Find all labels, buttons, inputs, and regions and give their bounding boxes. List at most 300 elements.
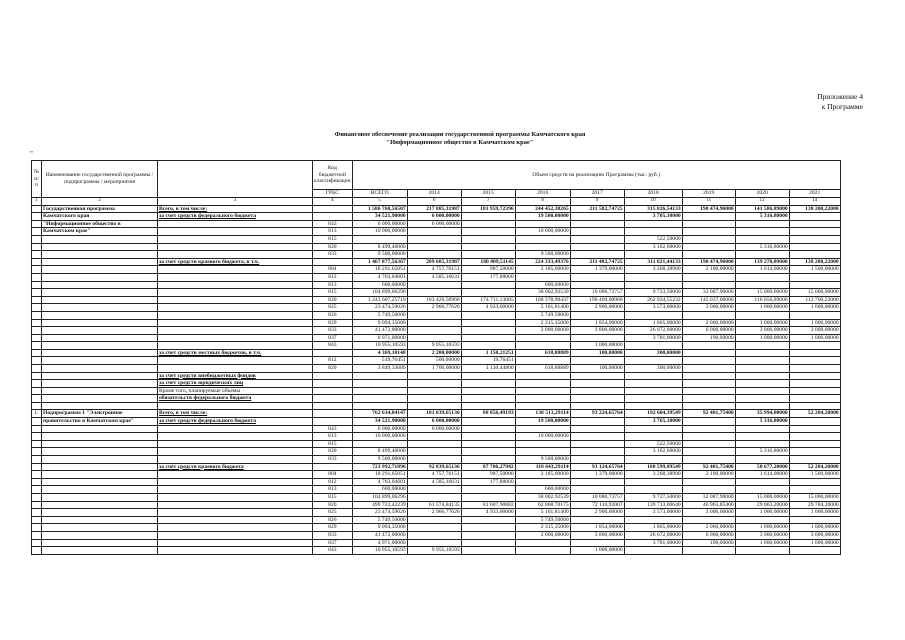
cell-value — [735, 281, 789, 289]
row-number — [32, 319, 42, 327]
row-number — [32, 433, 42, 441]
cell-value — [735, 349, 789, 357]
cell-value — [407, 289, 461, 297]
cell-value — [682, 455, 735, 463]
cell-value — [352, 380, 407, 388]
row-source — [158, 509, 313, 517]
row-source — [158, 281, 313, 289]
cell-value: 3 182,60000 — [624, 448, 682, 456]
row-number — [32, 471, 42, 479]
row-source — [158, 273, 313, 281]
cell-value — [407, 281, 461, 289]
column-index: 2 — [42, 198, 158, 206]
cell-value: 38 002,92539 — [515, 493, 570, 501]
row-number — [32, 531, 42, 539]
cell-value: 6 000,00000 — [407, 425, 461, 433]
cell-value: 6 000,00000 — [682, 327, 735, 335]
row-number — [32, 357, 42, 365]
cell-value — [624, 251, 682, 259]
cell-value: 93 124,65764 — [570, 463, 624, 471]
cell-value: 3 781,00000 — [624, 334, 682, 342]
cell-value — [570, 516, 624, 524]
cell-value — [735, 486, 789, 494]
cell-value — [682, 403, 735, 410]
row-grbs: 833 — [313, 455, 353, 463]
row-source — [158, 296, 313, 304]
cell-value — [570, 220, 624, 228]
cell-value: 4 757,76151 — [407, 266, 461, 274]
cell-value — [682, 425, 735, 433]
cell-value — [515, 478, 570, 486]
cell-value — [407, 531, 461, 539]
cell-value — [789, 547, 840, 555]
cell-value: 4 971,00000 — [352, 539, 407, 547]
row-number — [32, 334, 42, 342]
cell-value: 5 101,81400 — [515, 509, 570, 517]
row-number — [32, 220, 42, 228]
row-grbs: 813 — [313, 433, 353, 441]
cell-value: 61 574,84135 — [407, 501, 461, 509]
cell-value: 168 378,90437 — [515, 296, 570, 304]
cell-value — [682, 349, 735, 357]
cell-value: 1 000,00000 — [735, 334, 789, 342]
row-grbs: 812 — [313, 478, 353, 486]
table-row — [32, 418, 841, 426]
table-row — [32, 273, 841, 281]
column-index: 7 — [461, 198, 515, 206]
row-source — [158, 516, 313, 524]
header-grbs: ГРБС — [313, 190, 353, 198]
row-source — [158, 304, 313, 312]
cell-value — [682, 547, 735, 555]
row-name: Камчатском крае" — [42, 228, 158, 236]
cell-value — [515, 342, 570, 350]
row-number — [32, 228, 42, 236]
cell-value — [515, 380, 570, 388]
cell-value: 618,88889 — [515, 349, 570, 357]
row-source — [158, 425, 313, 433]
row-source: за счет средств краевого бюджета — [158, 463, 313, 471]
cell-value: 138 200,22000 — [789, 258, 840, 266]
cell-value — [407, 455, 461, 463]
row-grbs — [313, 387, 353, 395]
cell-value: 2 060,00000 — [682, 319, 735, 327]
table-body — [32, 205, 841, 554]
row-name — [42, 440, 158, 448]
table-row — [32, 357, 841, 365]
cell-value: 1 700,00000 — [407, 365, 461, 373]
cell-value — [461, 342, 515, 350]
cell-value — [407, 243, 461, 251]
row-number — [32, 342, 42, 350]
cell-value — [570, 455, 624, 463]
row-source — [158, 493, 313, 501]
row-number — [32, 349, 42, 357]
row-name — [42, 243, 158, 251]
row-source — [158, 289, 313, 297]
cell-value — [789, 516, 840, 524]
row-number — [32, 448, 42, 456]
cell-value: 34 521,90000 — [352, 418, 407, 426]
cell-value — [515, 448, 570, 456]
cell-value: 1 000,00000 — [789, 304, 840, 312]
cell-value: 1 150,21251 — [461, 349, 515, 357]
row-name — [42, 251, 158, 259]
row-source: за счет средств юридических лиц — [158, 380, 313, 388]
cell-value — [789, 357, 840, 365]
row-name — [42, 289, 158, 297]
cell-value: 519,76451 — [352, 357, 407, 365]
column-index: 5 — [352, 198, 407, 206]
cell-value: 8 499,40000 — [352, 448, 407, 456]
row-source — [158, 319, 313, 327]
cell-value — [789, 448, 840, 456]
cell-value — [461, 387, 515, 395]
appendix-note — [817, 92, 863, 112]
cell-value: 3 781,00000 — [624, 539, 682, 547]
row-source — [158, 342, 313, 350]
row-name — [42, 539, 158, 547]
row-source: за счет средств местных бюджетов, в т.ч. — [158, 349, 313, 357]
cell-value — [789, 281, 840, 289]
cell-value: 3 000,00000 — [789, 327, 840, 335]
header-year: 2014 — [407, 190, 461, 198]
row-grbs: 843 — [313, 547, 353, 555]
cell-value: 100,00000 — [570, 349, 624, 357]
cell-value: 3 800,00000 — [570, 531, 624, 539]
cell-value — [407, 387, 461, 395]
cell-value: 522,50000 — [624, 440, 682, 448]
row-name — [42, 486, 158, 494]
cell-value — [624, 357, 682, 365]
cell-value: 9 094,35000 — [352, 524, 407, 532]
cell-value — [789, 342, 840, 350]
cell-value — [407, 433, 461, 441]
row-grbs — [313, 258, 353, 266]
cell-value — [682, 478, 735, 486]
cell-value: 1 854,00000 — [570, 524, 624, 532]
table-row — [32, 289, 841, 297]
row-name — [42, 547, 158, 555]
cell-value — [352, 387, 407, 395]
table-row — [32, 516, 841, 524]
cell-value — [682, 433, 735, 441]
cell-value: 5 749,50000 — [515, 311, 570, 319]
cell-value: 81 607,90882 — [461, 501, 515, 509]
cell-value — [624, 403, 682, 410]
cell-value — [461, 418, 515, 426]
cell-value: 4 369,10140 — [352, 349, 407, 357]
cell-value: 92 401,75400 — [682, 410, 735, 418]
cell-value — [515, 334, 570, 342]
cell-value — [570, 235, 624, 243]
cell-value: 15 000,00000 — [735, 493, 789, 501]
cell-value — [682, 311, 735, 319]
cell-value: 190 469,00968 — [570, 296, 624, 304]
table-row — [32, 342, 841, 350]
cell-value: 41 472,00000 — [352, 327, 407, 335]
cell-value: 9 955,10593 — [407, 342, 461, 350]
cell-value: 3 573,00000 — [624, 304, 682, 312]
cell-value — [352, 395, 407, 403]
cell-value: 3 000,00000 — [735, 531, 789, 539]
cell-value — [624, 433, 682, 441]
table-row — [32, 410, 841, 418]
header-source — [158, 161, 313, 198]
cell-value: 2 100,00000 — [682, 266, 735, 274]
row-name — [42, 471, 158, 479]
row-grbs: 833 — [313, 251, 353, 259]
table-row — [32, 213, 841, 221]
row-source — [158, 251, 313, 259]
row-number — [32, 243, 42, 251]
cell-value — [624, 455, 682, 463]
cell-value — [461, 448, 515, 456]
cell-value: 190 474,96000 — [682, 205, 735, 213]
row-name — [42, 516, 158, 524]
cell-value — [515, 539, 570, 547]
row-name — [42, 319, 158, 327]
cell-value: 1 243 607,25719 — [352, 296, 407, 304]
cell-value: 5 316,80000 — [735, 243, 789, 251]
cell-value: 29 784,20000 — [789, 501, 840, 509]
cell-value — [682, 418, 735, 426]
row-source — [158, 357, 313, 365]
row-name — [42, 509, 158, 517]
cell-value — [407, 524, 461, 532]
row-source — [158, 478, 313, 486]
cell-value — [735, 273, 789, 281]
cell-value — [407, 395, 461, 403]
column-index: 6 — [407, 198, 461, 206]
cell-value: 19 500,00000 — [515, 418, 570, 426]
cell-value — [735, 433, 789, 441]
cell-value — [789, 365, 840, 373]
appendix-line1: Приложение 4 — [817, 92, 863, 101]
row-grbs: 820 — [313, 243, 353, 251]
cell-value — [570, 448, 624, 456]
cell-value: 211 582,74725 — [570, 205, 624, 213]
cell-value — [735, 228, 789, 236]
row-name: Камчатского края — [42, 213, 158, 221]
row-source — [158, 365, 313, 373]
row-number — [32, 387, 42, 395]
table-row — [32, 258, 841, 266]
cell-value: 987,50000 — [461, 266, 515, 274]
table-row — [32, 266, 841, 274]
header-volume: Объем средств на реализацию Программы (тыс. руб.) — [352, 161, 840, 190]
cell-value — [461, 327, 515, 335]
cell-value: 177,88060 — [461, 273, 515, 281]
row-grbs — [313, 410, 353, 418]
row-source: за счет средств федерального бюджета — [158, 418, 313, 426]
cell-value — [735, 387, 789, 395]
row-source — [158, 524, 313, 532]
table-row — [32, 531, 841, 539]
cell-value — [461, 547, 515, 555]
cell-value: 34 521,90000 — [352, 213, 407, 221]
cell-value: 174 711,13085 — [461, 296, 515, 304]
cell-value: 139 270,09000 — [735, 258, 789, 266]
cell-value — [407, 440, 461, 448]
cell-value — [515, 220, 570, 228]
cell-value — [570, 372, 624, 380]
row-number — [32, 266, 42, 274]
row-grbs: 813 — [313, 486, 353, 494]
cell-value — [624, 380, 682, 388]
cell-value — [407, 539, 461, 547]
cell-value — [682, 281, 735, 289]
cell-value — [407, 319, 461, 327]
cell-value — [624, 220, 682, 228]
row-name — [42, 493, 158, 501]
cell-value — [461, 403, 515, 410]
row-name: Подпрограмма 1 "Электронное — [42, 410, 158, 418]
table-row — [32, 334, 841, 342]
cell-value: 23 474,59026 — [352, 509, 407, 517]
cell-value: 118 643,29114 — [515, 463, 570, 471]
cell-value — [570, 440, 624, 448]
cell-value: 38 002,92539 — [515, 289, 570, 297]
cell-value — [789, 478, 840, 486]
row-number — [32, 440, 42, 448]
cell-value: 35 994,00000 — [735, 410, 789, 418]
cell-value: 15 000,00000 — [789, 493, 840, 501]
cell-value: 1 000,00000 — [735, 539, 789, 547]
header-total: ВСЕГО — [352, 190, 407, 198]
cell-value: 300,00000 — [624, 349, 682, 357]
cell-value — [735, 403, 789, 410]
cell-value — [735, 516, 789, 524]
row-source — [158, 531, 313, 539]
row-name — [42, 478, 158, 486]
cell-value: 2 900,00000 — [570, 304, 624, 312]
cell-value: 181 959,72396 — [461, 205, 515, 213]
row-number — [32, 235, 42, 243]
cell-value — [461, 228, 515, 236]
cell-value: 311 821,44133 — [624, 258, 682, 266]
cell-value: 211 482,74725 — [570, 258, 624, 266]
cell-value: 499 722,42239 — [352, 501, 407, 509]
row-grbs: 820 — [313, 365, 353, 373]
cell-value: 1 000,00000 — [789, 539, 840, 547]
cell-value: 32 087,90000 — [682, 289, 735, 297]
cell-value: 26 672,00000 — [624, 531, 682, 539]
row-name — [42, 380, 158, 388]
cell-value: 3 849,33689 — [352, 365, 407, 373]
row-source — [158, 403, 313, 410]
row-number — [32, 296, 42, 304]
cell-value — [682, 273, 735, 281]
cell-value — [461, 380, 515, 388]
cell-value — [735, 395, 789, 403]
row-source — [158, 486, 313, 494]
cell-value: 1 000,00000 — [735, 304, 789, 312]
cell-value — [735, 365, 789, 373]
row-source: за счет средств краевого бюджета, в т.ч. — [158, 258, 313, 266]
cell-value: 104 899,06296 — [352, 493, 407, 501]
cell-value: 1 000,00000 — [570, 342, 624, 350]
title-line1: Финансовое обеспечение реализации государственной программы Камчатского края — [334, 131, 586, 138]
row-grbs — [313, 372, 353, 380]
header-year: 2016 — [515, 190, 570, 198]
table-row — [32, 425, 841, 433]
cell-value — [407, 493, 461, 501]
cell-value — [789, 273, 840, 281]
cell-value — [461, 433, 515, 441]
cell-value: 10 000,00000 — [515, 433, 570, 441]
appendix-line2: к Программе — [821, 102, 863, 111]
cell-value — [461, 281, 515, 289]
cell-value: 762 634,84147 — [352, 410, 407, 418]
cell-value — [461, 395, 515, 403]
row-name — [42, 281, 158, 289]
cell-value: 2 000,00000 — [515, 327, 570, 335]
cell-value: 6 000,00000 — [352, 425, 407, 433]
cell-value — [789, 486, 840, 494]
cell-value — [407, 327, 461, 335]
cell-value: 987,50000 — [461, 471, 515, 479]
row-number — [32, 327, 42, 335]
row-source — [158, 539, 313, 547]
column-index: 9 — [570, 198, 624, 206]
cell-value: 1 000,00000 — [789, 509, 840, 517]
cell-value: 2 185,00000 — [515, 471, 570, 479]
cell-value — [461, 220, 515, 228]
cell-value: 4 933,00000 — [461, 304, 515, 312]
row-name — [42, 334, 158, 342]
cell-value — [461, 251, 515, 259]
title-line2: "Информационное общество в Камчатском крае" — [386, 139, 534, 146]
cell-value: 192 604,39549 — [624, 410, 682, 418]
cell-value: 177,88060 — [461, 478, 515, 486]
row-name — [42, 304, 158, 312]
row-name — [42, 327, 158, 335]
cell-value: 217 885,31987 — [407, 205, 461, 213]
cell-value — [461, 289, 515, 297]
cell-value: 522,50000 — [624, 235, 682, 243]
cell-value: 1 000,00000 — [789, 319, 840, 327]
cell-value — [735, 357, 789, 365]
cell-value — [735, 342, 789, 350]
row-name — [42, 365, 158, 373]
cell-value — [789, 440, 840, 448]
cell-value: 3 705,10000 — [624, 213, 682, 221]
cell-value — [461, 334, 515, 342]
row-number — [32, 380, 42, 388]
row-source: за счет средств внебюджетных фондов — [158, 372, 313, 380]
row-source — [158, 327, 313, 335]
cell-value — [624, 311, 682, 319]
row-grbs: 813 — [313, 281, 353, 289]
cell-value — [407, 486, 461, 494]
cell-value: 15 000,00000 — [789, 289, 840, 297]
cell-value: 9 727,50000 — [624, 493, 682, 501]
cell-value — [570, 357, 624, 365]
cell-value — [789, 251, 840, 259]
cell-value — [735, 425, 789, 433]
cell-value: 10 000,00000 — [515, 228, 570, 236]
cell-value: 3 573,00000 — [624, 509, 682, 517]
table-row — [32, 448, 841, 456]
row-number — [32, 395, 42, 403]
column-index: 4 — [313, 198, 353, 206]
row-source: за счет средств федерального бюджета — [158, 213, 313, 221]
row-number — [32, 524, 42, 532]
cell-value: 18 291,65051 — [352, 266, 407, 274]
row-grbs: 829 — [313, 524, 353, 532]
table-row — [32, 539, 841, 547]
